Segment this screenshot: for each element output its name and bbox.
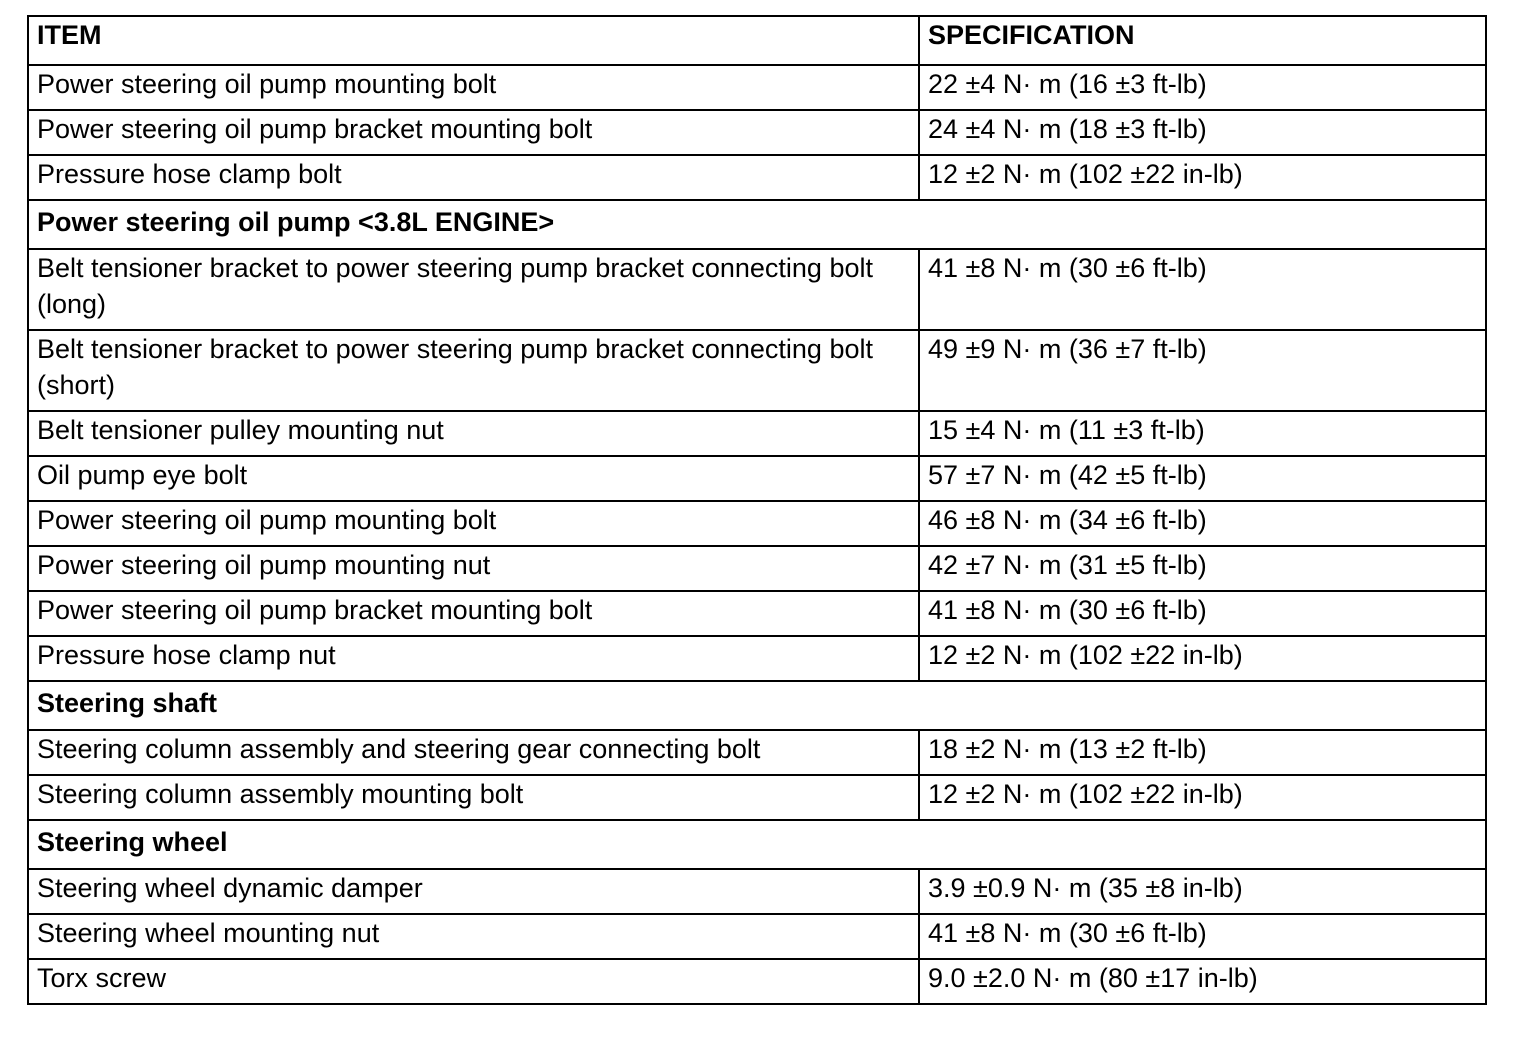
- item-cell: Pressure hose clamp nut: [28, 636, 919, 681]
- spec-cell: 24 ±4 N· m (18 ±3 ft-lb): [919, 110, 1486, 155]
- table-row: [28, 914, 1486, 959]
- spec-cell: 15 ±4 N· m (11 ±3 ft-lb): [919, 411, 1486, 456]
- section-row: [28, 681, 1486, 730]
- header-specification: SPECIFICATION: [919, 16, 1486, 65]
- item-cell: Power steering oil pump mounting bolt: [28, 501, 919, 546]
- spec-cell: 42 ±7 N· m (31 ±5 ft-lb): [919, 546, 1486, 591]
- item-cell: Belt tensioner pulley mounting nut: [28, 411, 919, 456]
- item-cell: Steering column assembly mounting bolt: [28, 775, 919, 820]
- table-header-row: [28, 16, 1486, 65]
- spec-cell: 46 ±8 N· m (34 ±6 ft-lb): [919, 501, 1486, 546]
- table-row: [28, 330, 1486, 411]
- item-cell: Power steering oil pump mounting nut: [28, 546, 919, 591]
- table-row: [28, 546, 1486, 591]
- item-cell: Steering wheel mounting nut: [28, 914, 919, 959]
- item-cell: Power steering oil pump bracket mounting bolt: [28, 591, 919, 636]
- section-title: Power steering oil pump <3.8L ENGINE>: [28, 200, 1486, 249]
- section-row: [28, 200, 1486, 249]
- spec-cell: 3.9 ±0.9 N· m (35 ±8 in-lb): [919, 869, 1486, 914]
- table-row: [28, 411, 1486, 456]
- item-cell: Steering column assembly and steering gear connecting bolt: [28, 730, 919, 775]
- item-cell: Oil pump eye bolt: [28, 456, 919, 501]
- table-row: [28, 65, 1486, 110]
- item-cell: Belt tensioner bracket to power steering pump bracket connecting bolt (short): [28, 330, 919, 411]
- item-cell: Power steering oil pump bracket mounting bolt: [28, 110, 919, 155]
- table-row: [28, 155, 1486, 200]
- spec-cell: 12 ±2 N· m (102 ±22 in-lb): [919, 775, 1486, 820]
- table-row: [28, 730, 1486, 775]
- torque-spec-table: [27, 15, 1487, 1005]
- item-cell: Pressure hose clamp bolt: [28, 155, 919, 200]
- table-row: [28, 869, 1486, 914]
- spec-cell: 12 ±2 N· m (102 ±22 in-lb): [919, 155, 1486, 200]
- spec-cell: 41 ±8 N· m (30 ±6 ft-lb): [919, 249, 1486, 330]
- table-row: [28, 636, 1486, 681]
- item-cell: Belt tensioner bracket to power steering pump bracket connecting bolt (long): [28, 249, 919, 330]
- section-row: [28, 820, 1486, 869]
- table-row: [28, 456, 1486, 501]
- table-row: [28, 501, 1486, 546]
- section-title: Steering wheel: [28, 820, 1486, 869]
- spec-cell: 57 ±7 N· m (42 ±5 ft-lb): [919, 456, 1486, 501]
- spec-cell: 18 ±2 N· m (13 ±2 ft-lb): [919, 730, 1486, 775]
- table-row: [28, 591, 1486, 636]
- item-cell: Torx screw: [28, 959, 919, 1004]
- spec-cell: 41 ±8 N· m (30 ±6 ft-lb): [919, 591, 1486, 636]
- spec-cell: 9.0 ±2.0 N· m (80 ±17 in-lb): [919, 959, 1486, 1004]
- spec-cell: 12 ±2 N· m (102 ±22 in-lb): [919, 636, 1486, 681]
- item-cell: Power steering oil pump mounting bolt: [28, 65, 919, 110]
- table-row: [28, 249, 1486, 330]
- table-row: [28, 959, 1486, 1004]
- spec-cell: 41 ±8 N· m (30 ±6 ft-lb): [919, 914, 1486, 959]
- spec-cell: 22 ±4 N· m (16 ±3 ft-lb): [919, 65, 1486, 110]
- spec-cell: 49 ±9 N· m (36 ±7 ft-lb): [919, 330, 1486, 411]
- section-title: Steering shaft: [28, 681, 1486, 730]
- item-cell: Steering wheel dynamic damper: [28, 869, 919, 914]
- table-row: [28, 110, 1486, 155]
- table-row: [28, 775, 1486, 820]
- header-item: ITEM: [28, 16, 919, 65]
